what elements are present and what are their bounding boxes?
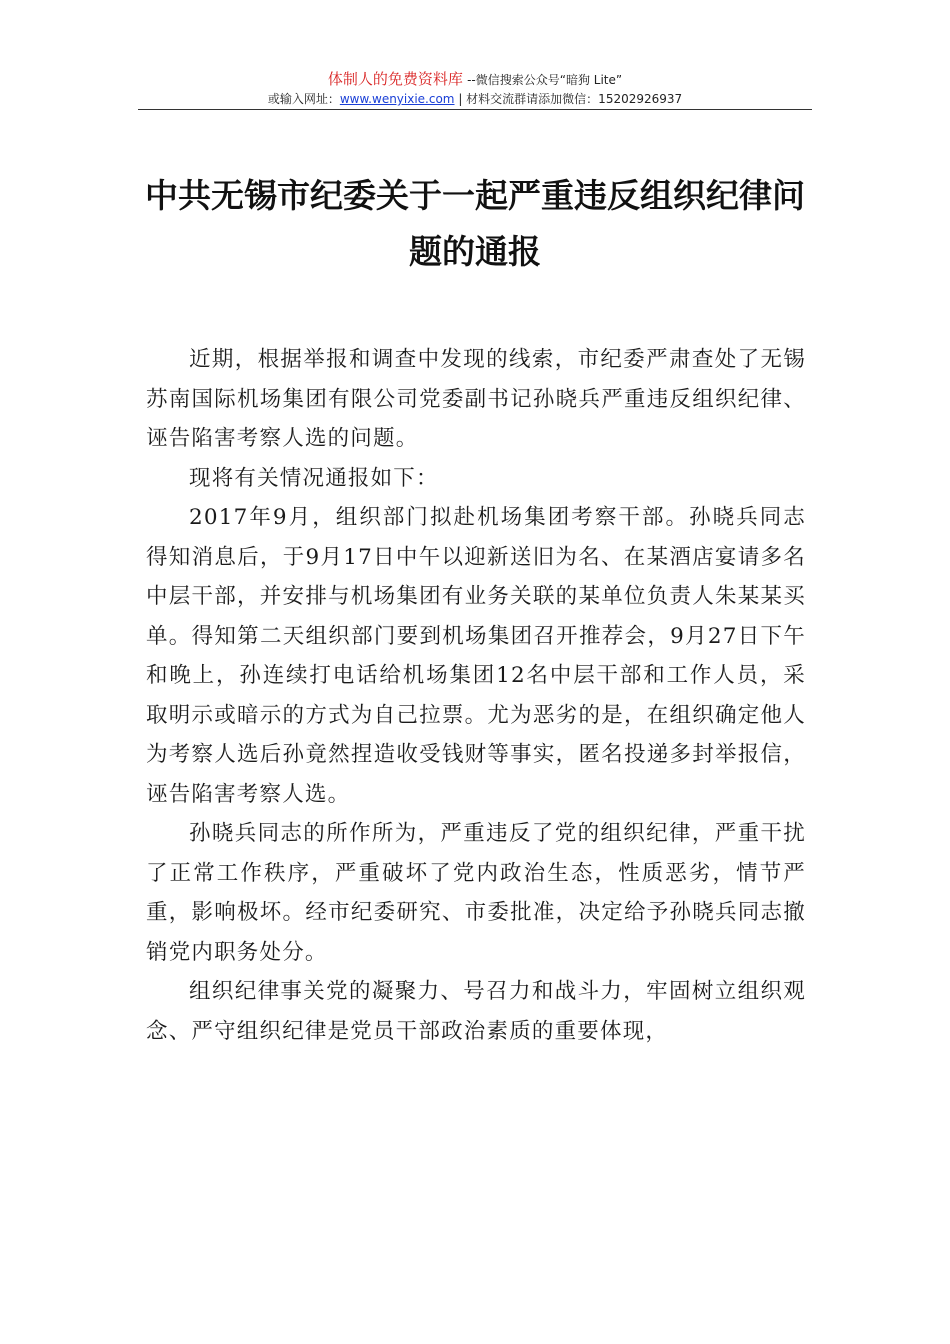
- body-paragraph: 孙晓兵同志的所作所为，严重违反了党的组织纪律，严重干扰了正常工作秩序，严重破坏了党内政治生态，性质恶劣，情节严重，影响极坏。经市纪委研究、市委批准，决定给予孙晓兵同志撤销党内职务处分。: [146, 821, 806, 965]
- document-body: [146, 340, 806, 1051]
- header-divider: [138, 109, 812, 110]
- body-paragraph: 组织纪律事关党的凝聚力、号召力和战斗力，牢固树立组织观念、严守组织纪律是党员干部政治素质的重要体现，: [146, 979, 806, 1044]
- header-contact-line: [138, 90, 812, 108]
- page-header: [138, 70, 812, 108]
- body-paragraph: 现将有关情况通报如下：: [189, 465, 439, 491]
- header-slogan: --微信搜索公众号“暗狗 Lite”: [467, 73, 623, 87]
- header-contact: | 材料交流群请添加微信：15202926937: [458, 92, 683, 106]
- document-title: 中共无锡市纪委关于一起严重违反组织纪律问题的通报: [145, 176, 805, 271]
- header-brand: 体制人的免费资料库: [327, 70, 463, 88]
- body-paragraph: 近期，根据举报和调查中发现的线索，市纪委严肃查处了无锡苏南国际机场集团有限公司党委副书记孙晓兵严重违反组织纪律、诬告陷害考察人选的问题。: [146, 347, 806, 451]
- header-url-prefix: 或输入网址：: [267, 92, 340, 106]
- body-paragraph: 2017年9月，组织部门拟赴机场集团考察干部。孙晓兵同志得知消息后，于9月17日中午以迎新送旧为名、在某酒店宴请多名中层干部，并安排与机场集团有业务关联的某单位负责人朱某某买单。得知第二天组织部门要到机场集团召开推荐会，9月27日下午和晚上，孙连续打电话给机场集团12名中层干部和工作人员，采取明示或暗示的方式为自己拉票。尤为恶劣的是，在组织确定他人为考察人选后孙竟然捏造收受钱财等事实，匿名投递多封举报信，诬告陷害考察人选。: [146, 505, 806, 807]
- header-url-link[interactable]: www.wenyixie.com: [339, 92, 455, 106]
- header-banner: [138, 70, 812, 90]
